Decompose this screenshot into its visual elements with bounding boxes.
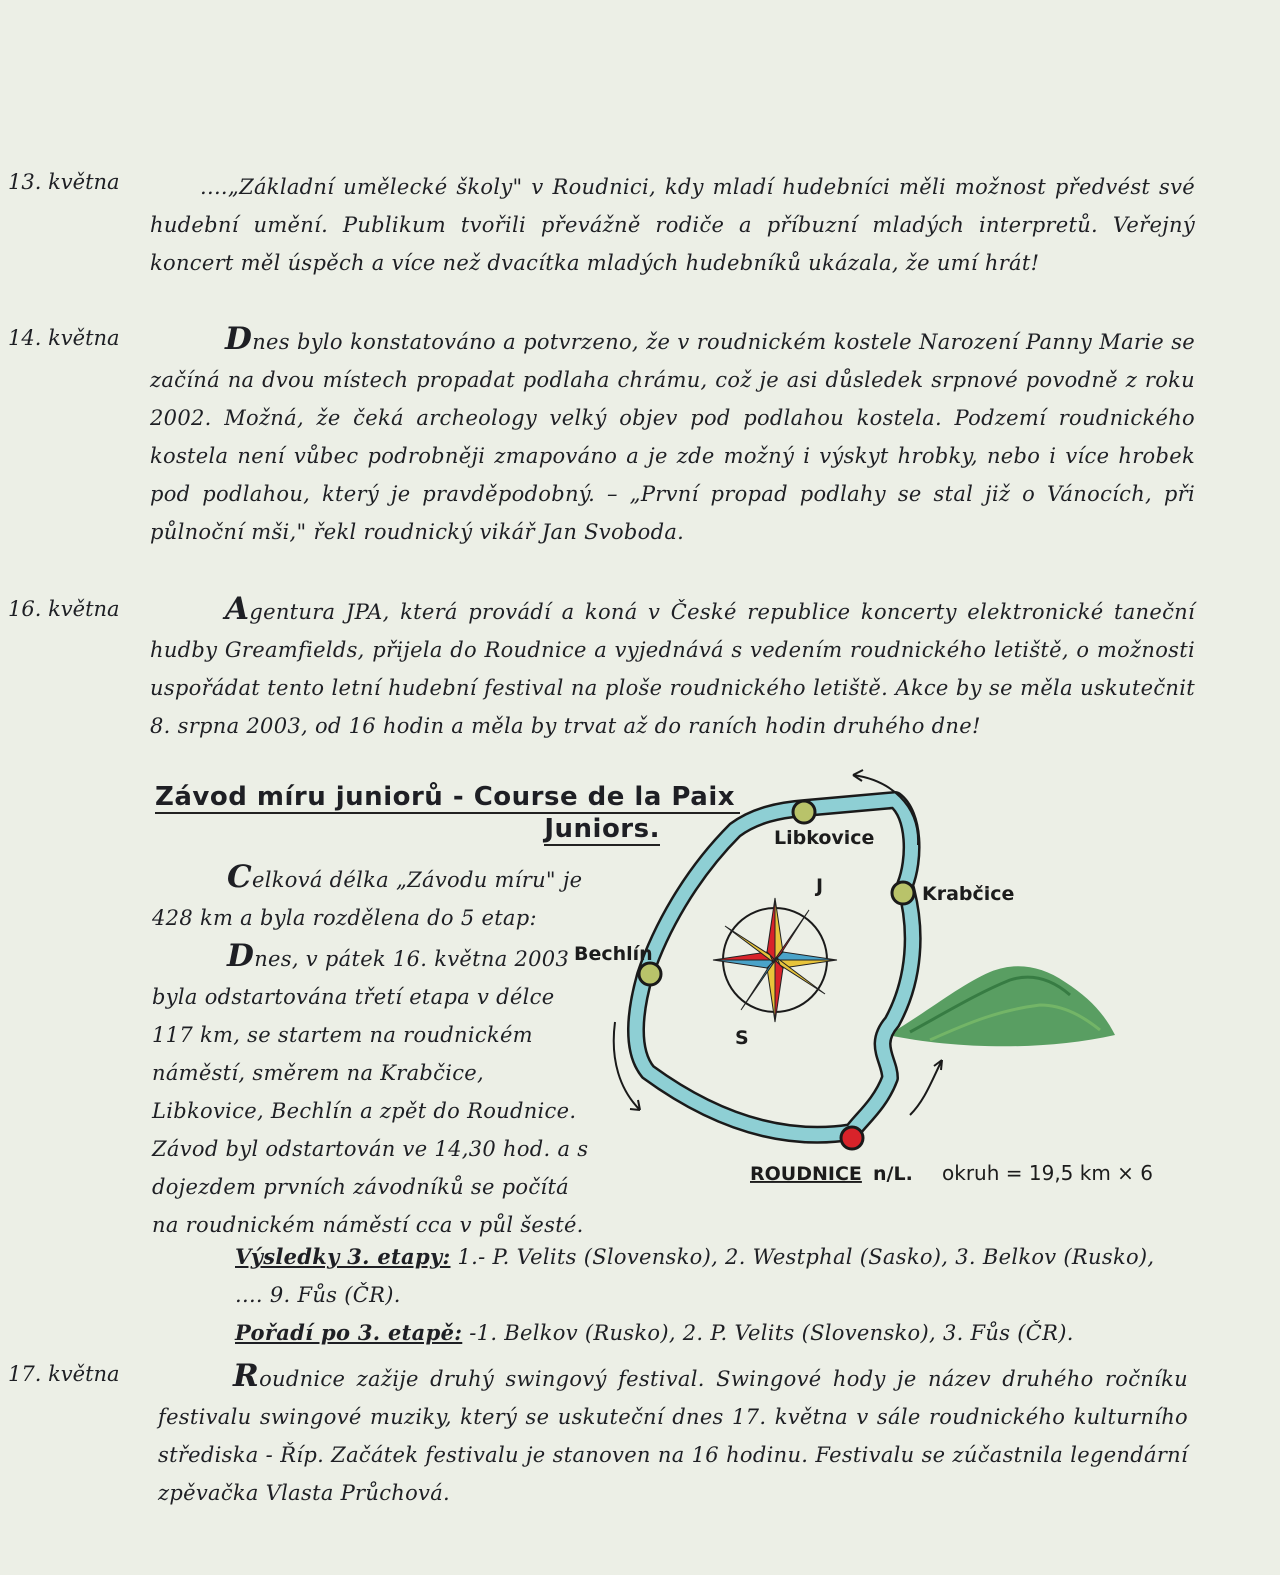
race-results bbox=[235, 1238, 1175, 1352]
race-paragraph bbox=[152, 937, 602, 1244]
results-label: Výsledky 3. etapy: bbox=[235, 1244, 451, 1269]
compass-rose-icon bbox=[713, 898, 837, 1022]
entry-body: oudnice zažije druhý swingový festival. Swingové hody je název druhého ročníku festivalu swingové muziky, který se uskuteční dnes 17. května v sále roudnického kulturního střediska - Říp. Začátek festivalu je stanoven na 16 hodinu. Festivalu se zúčastnila legendární zpěvačka Vlasta Průchová. bbox=[158, 1367, 1188, 1505]
entry-text bbox=[150, 168, 1195, 282]
town-label-libkovice: Libkovice bbox=[774, 827, 875, 849]
town-marker bbox=[639, 963, 661, 985]
compass-south-label: S bbox=[735, 1027, 749, 1049]
entry-date: 16. května bbox=[8, 597, 120, 621]
entry-body: ....„Základní umělecké školy" v Roudnici, kdy mladí hudebníci měli možnost předvést své hudební umění. Publikum tvořili převážně rodiče a příbuzní mladých interpretů. Veřejný koncert měl úspěch a více než dvacítka mladých hudebníků ukázala, že umí hrát! bbox=[150, 175, 1195, 275]
entry-body: gentura JPA, která provádí a koná v České republice koncerty elektronické taneční hudby Greamfields, přijela do Roudnice a vyjednává s vedením roudnického letiště, o možnosti uspořádat tento letní hudební festival na ploše roudnického letiště. Akce by se měla uskutečnit 8. srpna 2003, od 16 hodin a měla by trvat až do raních hodin druhého dne! bbox=[150, 600, 1195, 738]
race-title-line2: Juniors. bbox=[544, 814, 660, 844]
town-label-bechlin: Bechlín bbox=[574, 943, 653, 965]
entry-date: 17. května bbox=[8, 1362, 120, 1386]
town-label-krabcice: Krabčice bbox=[922, 883, 1015, 905]
stage-results bbox=[235, 1238, 1175, 1314]
results-text: 1.- P. Velits (Slovensko), 2. Westphal (Sasko), 3. Belkov (Rusko), .... 9. Fůs (ČR). bbox=[235, 1245, 1155, 1307]
start-marker bbox=[841, 1127, 863, 1149]
race-initial: C bbox=[227, 859, 252, 895]
circuit-info: okruh = 19,5 km × 6 bbox=[942, 1161, 1154, 1185]
entry-initial: A bbox=[225, 591, 250, 627]
standings-text: -1. Belkov (Rusko), 2. P. Velits (Slovensko), 3. Fůs (ČR). bbox=[469, 1321, 1074, 1345]
hill-illustration bbox=[888, 966, 1115, 1046]
entry-text bbox=[158, 1357, 1188, 1512]
overall-standings bbox=[235, 1314, 1175, 1352]
direction-arrow-icon bbox=[910, 1060, 942, 1115]
race-route-map bbox=[570, 760, 1170, 1200]
race-title-line1: Závod míru juniorů - Course de la Paix bbox=[155, 782, 740, 814]
entry-initial: D bbox=[225, 321, 253, 357]
entry-body: nes bylo konstatováno a potvrzeno, že v roudnickém kostele Narození Panny Marie se začíná na dvou místech propadat podlaha chrámu, což je asi důsledek srpnové povodně z roku 2002. Možná, že čeká archeology velký objev pod podlahou kostela. Podzemí roudnického kostela není vůbec podrobněji zmapováno a je zde možný i výskyt hrobky, nebo i více hrobek pod podlahou, který je pravděpodobný. – „První propad podlahy se stal již o Vánocích, při půlnoční mši," řekl roudnický vikář Jan Svoboda. bbox=[150, 330, 1195, 544]
entry-text bbox=[150, 590, 1195, 745]
standings-label: Pořadí po 3. etapě: bbox=[235, 1320, 463, 1345]
entry-date: 14. května bbox=[8, 326, 120, 350]
race-body: elková délka „Závodu míru" je 428 km a byla rozdělena do 5 etap: bbox=[152, 868, 583, 930]
start-label: ROUDNICE bbox=[750, 1163, 862, 1185]
race-body: nes, v pátek 16. května 2003 byla odstartována třetí etapa v délce 117 km, se startem na roudnickém náměstí, směrem na Krabčice, Libkovice, Bechlín a zpět do Roudnice. Závod byl odstartován ve 14,30 hod. a s dojezdem prvních závodníků se počítá na roudnickém náměstí cca v půl šesté. bbox=[152, 947, 589, 1237]
entry-text bbox=[150, 320, 1195, 551]
entry-initial: R bbox=[233, 1358, 260, 1394]
entry-date: 13. května bbox=[8, 170, 120, 194]
race-initial: D bbox=[227, 938, 255, 974]
start-suffix-label: n/L. bbox=[873, 1163, 913, 1185]
town-marker bbox=[892, 882, 914, 904]
race-paragraph bbox=[152, 858, 602, 937]
compass-north-label: J bbox=[816, 875, 824, 897]
town-marker bbox=[793, 801, 815, 823]
race-text bbox=[152, 858, 602, 1244]
